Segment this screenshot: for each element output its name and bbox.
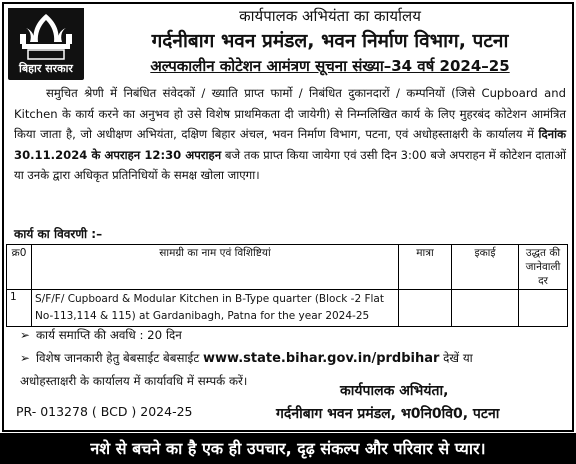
info-suffix: देखें या [443, 351, 473, 365]
info-note [20, 350, 473, 366]
duration-note [20, 327, 182, 343]
col-rate: उद्धत की जानेवाली दर [519, 245, 568, 290]
cell-rate [519, 290, 568, 327]
emblem-text: बिहार सरकार [19, 62, 73, 75]
col-unit: इकाई [452, 245, 519, 290]
cell-unit [452, 290, 519, 327]
website-link[interactable]: www.state.bihar.gov.in/prdbihar [203, 351, 440, 366]
notice-title: अल्पकालीन कोटेशन आमंत्रण सूचना संख्या–34 वर्ष 2024–25 [150, 57, 510, 75]
body-paragraph-2: बजे तक प्राप्त किया जायेगा एवं उसी दिन 3:00 बजे अपराहन में कोटेशन दाताओं या उनके द्वारा अधिकृत प्रतिनिधियों के समक्ष खोला जाएगा। [14, 147, 567, 182]
col-quantity: मात्रा [399, 245, 452, 290]
info-prefix: विशेष जानकारी हेतु बेबसाईट बेबसाईट [36, 351, 200, 365]
pr-number: PR- 013278 ( BCD ) 2024-25 [16, 404, 193, 419]
items-table [6, 244, 568, 327]
notice-body [14, 83, 566, 186]
table-row [7, 290, 568, 327]
table-header-row [7, 245, 568, 290]
cell-quantity [399, 290, 452, 327]
duration-text: कार्य समाप्ति की अवधि : 20 दिन [36, 328, 182, 342]
col-description: सामग्री का नाम एवं विशिष्टियां [32, 245, 399, 290]
department-title: गर्दनीबाग भवन प्रमंडल, भवन निर्माण विभाग, पटना [151, 30, 509, 52]
col-serial: क्र0 [7, 245, 32, 290]
arrow-bullet-icon: ➢ [20, 351, 30, 365]
emblem [8, 8, 84, 80]
signatory-office: गर्दनीबाग भवन प्रमंडल, भ0नि0वि0, पटना [276, 406, 500, 422]
bihar-emblem-icon [8, 8, 84, 64]
cell-description: S/F/F/ Cupboard & Modular Kitchen in B-Type quarter (Block -2 Flat No-113,114 & 115) at Gardanibagh, Patna for the year 2024-25 [32, 290, 399, 327]
info-note-line2: अधोहस्ताक्षरी के कार्यालय में कार्यावधि में सम्पर्क करें। [20, 374, 248, 388]
signatory-title: कार्यपालक अभियंता, [340, 383, 449, 399]
body-paragraph-1: समुचित श्रेणी में निबंधित संवेदकों / ख्याति प्राप्त फार्मो / निबंधित दुकानदारों / कम्पनियों (जिसे Cupboard and Kitchen के कार्य करने का अनुभव हो उसे विशेष प्राथमिकता दी जायेगी) से निम्नलिखित कार्य के लिए मुहरबंद कोटेशन आमंत्रित किया जाता है, जो अधीक्षण अभियंता, दक्षिण बिहार अंचल, भवन निर्माण विभाग, पटना, एवं अधोहस्ताक्षरी के कार्यालय में [14, 86, 566, 141]
work-details-title: कार्य का विवरणी :– [14, 227, 103, 241]
submission-date: दिनांक 30.11.2024 के अपराहन 12:30 अपराहन [14, 127, 567, 162]
cell-serial: 1 [7, 290, 32, 327]
office-title: कार्यपालक अभियंता का कार्यालय [239, 7, 421, 25]
slogan-banner: नशे से बचने का है एक ही उपचार, दृढ़ संकल्प और परिवार से प्यार। [0, 433, 576, 464]
arrow-bullet-icon: ➢ [20, 328, 30, 342]
